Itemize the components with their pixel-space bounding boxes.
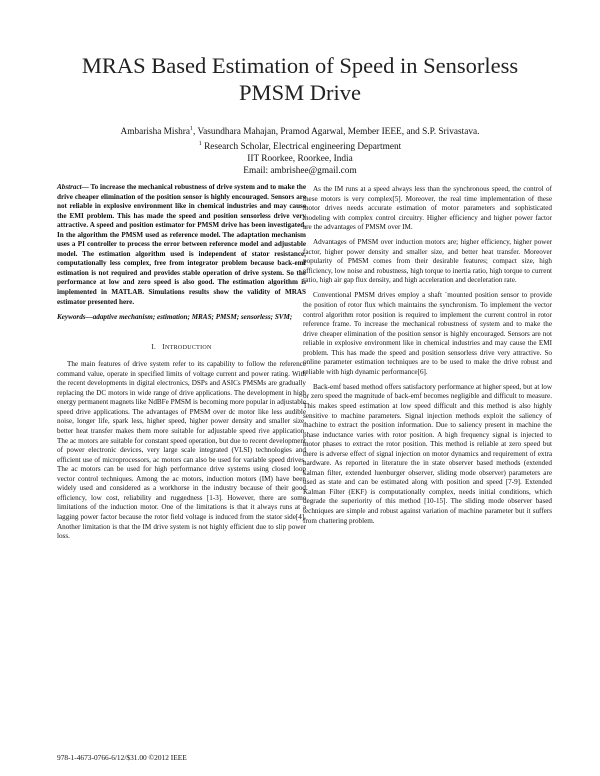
institute: IIT Roorkee, Roorkee, India xyxy=(247,154,353,165)
abstract-text: — To increase the mechanical robustness of drive system and to make the drive cheaper elimination of the position sensor is highly encouraged. Sensors are not reliable in explosive environment like in chemical industries and may cause the EMI problem. This has made the speed and position sensorless drive very attractive. A speed and position estimator for PMSM drive has been investigated. In the algorithm the PMSM used as reference model. The adaptation mechanism uses a PI controller to process the error between reference model and adjustable model. The estimation algorithm used is independent of stator resistance, computationally less complex, free from integrator problem because back-emf estimation is not required and provides stable operation of drive system. So the performance at low and zero speed is also good. The estimation algorithm is implemented in MATLAB. Simulations results show the validity of MRAS estimator presented here. xyxy=(57,183,306,306)
section-heading-introduction xyxy=(57,343,306,354)
section-title-rest: NTRODUCTION xyxy=(165,344,212,351)
first-author: Ambarisha Mishra xyxy=(120,127,191,138)
abstract-label: Abstract xyxy=(57,183,82,191)
title-line-2: PMSM Drive xyxy=(239,80,361,105)
title-line-1: MRAS Based Estimation of Speed in Sensorless xyxy=(81,53,519,78)
right-paragraph-2: Advantages of PMSM over induction motors are; higher efficiency, higher power factor, higher power density and smaller size, and better heat transfer. Moreover popularity of PMSM comes from their desirable features; compact size, high efficiency, low noise and robustness, high torque to inertia ratio, high torque to current ratio, high air gap flux density, and high acceleration and deceleration rate. xyxy=(303,238,552,285)
keywords xyxy=(57,313,306,323)
affiliation-superscript: 1 xyxy=(198,141,202,148)
keywords-label: Keywords— xyxy=(57,313,93,322)
author-block xyxy=(40,123,560,177)
section-number: I. xyxy=(151,342,157,351)
left-column xyxy=(57,183,306,542)
keywords-text: adaptive mechanism; estimation; MRAS; PMSM; sensorless; SVM; xyxy=(92,313,293,322)
right-paragraph-4: Back-emf based method offers satisfactory performance at higher speed, but at low or zero speed the magnitude of back-emf becomes negligible and difficult to measure. This makes speed estimation at low speed difficult and this method is also highly sensitive to machine parameters. Signal injection methods exploit the saliency of machine to extract the position information. Due to saliency present in machine the phase inductance varies with rotor position. A high frequency signal is injected to motor phases to extract the rotor position. This method is reliable at zero speed but there is adverse effect of signal injection on motor dynamics and requirement of extra hardware. As reported in literature the in state observer based methods (extended kalman filter, extended luenburger observer, sliding mode observer) parameters are used as state and can be estimated along with position and speed [7-9]. Extended Kalman Filter (EKF) is computationally complex, needs initial conditions, which degrade the superiority of this method [10-15]. The sliding mode observer based techniques are simple and robust against variation of machine parameter but it suffers from chattering problem. xyxy=(303,382,552,525)
intro-paragraph: The main features of drive system refer to its capability to follow the reference command value, operate in specified limits of voltage current and power rating. With the recent developments in digital electronics, DSPs and ASICs PMSMs are gradually replacing the DC motors in wide range of drive applications. The development in high energy permanent magnets like NdBFe PMSM is becoming more popular in adjustable speed drive applications. The advantages of PMSM over dc motor like less audible noise, longer life, spark less, higher speed, higher power density and smaller size, better heat transfer makes them more suitable for adjustable speed rive application. The ac motors are suitable for constant speed operation, but due to recent development of power electronic devices, very large scale integrated (VLSI) technologies and efficient use of microprocessors, ac motors can also be used for variable speed drives. The ac motors can be used for high performance drive systems using closed loop vector control techniques. Among the ac motors, induction motors (IM) have been widely used and considered as a workhorse in the industry because of their good efficiency, low cost, reliability and ruggedness [1-3]. However, there are some limitations of the induction motor. One of the limitations is that it always runs at a lagging power factor because the rotor field voltage is induced from the stator side[4]. Another limitation is that the IM drive system is not highly efficient due to slip power loss. xyxy=(57,360,306,541)
section-first-letter: I xyxy=(162,342,166,351)
right-paragraph-1: As the IM runs at a speed always less than the synchronous speed, the control of these motors is very complex[5]. Moreover, the real time implementation of these motor drives needs accurate estimation of motor parameters and sophisticated modeling with complex control circuitry. Higher efficiency and higher power factor are the advantages of PMSM over IM. xyxy=(303,185,552,232)
copyright-footer: 978-1-4673-0766-6/12/$31.00 ©2012 IEEE xyxy=(57,753,187,762)
paper-title xyxy=(40,52,560,106)
affiliation-line xyxy=(40,138,560,153)
affiliation: Research Scholar, Electrical engineering Department xyxy=(204,142,402,153)
right-paragraph-3: Conventional PMSM drives employ a shaft `mounted position sensor to provide the position of rotor flux which maintains the synchronism. To implement the vector control algorithm rotor position is required to implement the current control in rotor reference frame. To increase the mechanical robustness of system and to make the drive cheaper elimination of the position sensor is highly encouraged. Sensors are not reliable in explosive environment like in chemical industries and may cause the EMI problem. This has made the speed and position sensorless drive very attractive. So online parameter estimation techniques are to be used to make the drive robust and reliable with high dynamic performance[6]. xyxy=(303,291,552,376)
right-column xyxy=(303,185,552,532)
abstract xyxy=(57,183,306,307)
other-authors: , Vasundhara Mahajan, Pramod Agarwal, Member IEEE, and S.P. Srivastava. xyxy=(193,127,480,138)
email: Email: ambrishee@gmail.com xyxy=(243,166,357,177)
author-superscript: 1 xyxy=(190,126,194,132)
author-line xyxy=(40,123,560,138)
